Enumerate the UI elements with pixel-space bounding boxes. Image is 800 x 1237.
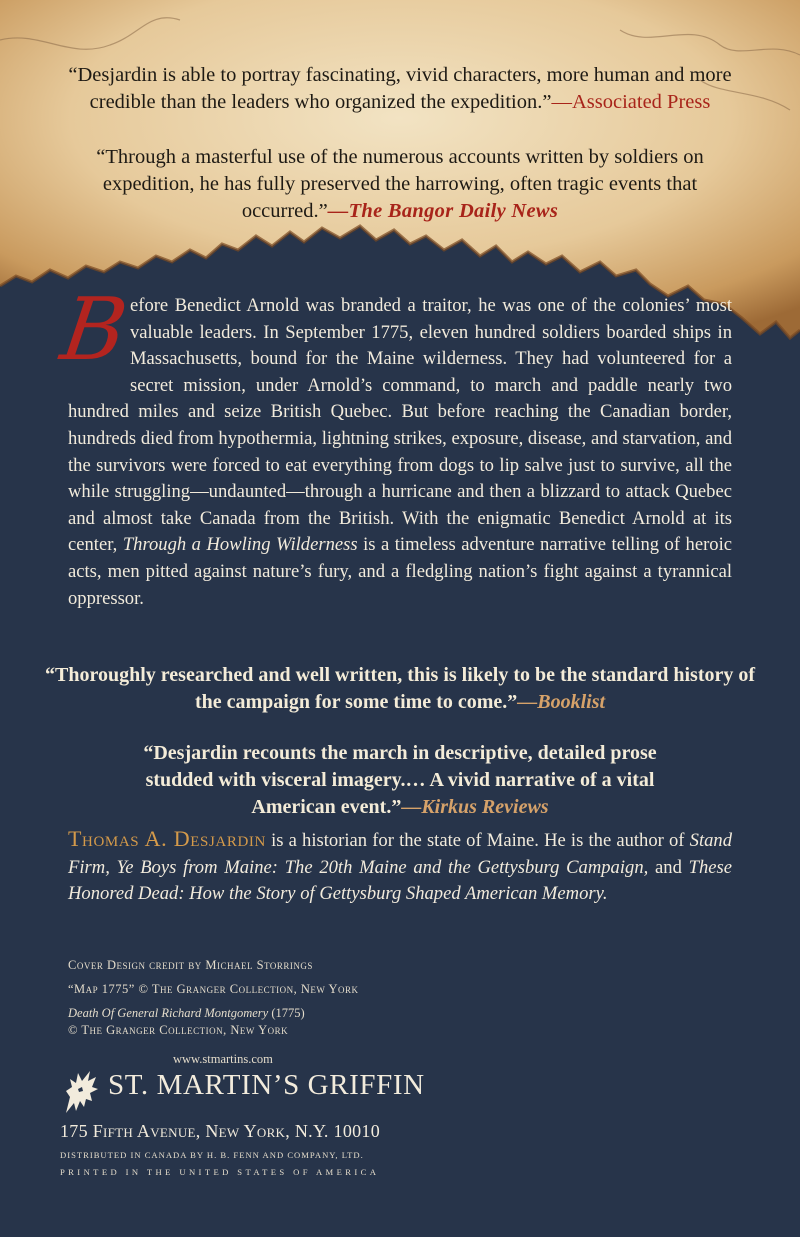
review-quote-bangor-daily-news [50,144,750,225]
quote-text: “Thoroughly researched and well written, this is likely to be the standard history of the campaign for some time to come.” [44,664,756,713]
printed-notice: PRINTED IN THE UNITED STATES OF AMERICA [60,1167,380,1177]
review-quote-kirkus [110,740,690,821]
credit-painting-collection: © The Granger Collection, New York [68,1023,289,1037]
bio-text: and [648,856,689,878]
distribution-notice: DISTRIBUTED IN CANADA BY H. B. FENN AND COMPANY, LTD. [60,1150,364,1160]
quote-text: “Desjardin recounts the march in descriptive, detailed prose studded with visceral imagery.… A vivid narrative of a vital American event.” [143,742,657,818]
publisher-name: ST. MARTIN’S GRIFFIN [108,1069,425,1101]
credit-cover-design: Cover Design credit by Michael Storrings [68,958,313,972]
book-title: Through a Howling Wilderness [122,534,358,556]
bio-book-title: Stand Firm, Ye Boys from Maine: The 20th Maine and the Gettysburg Campaign, [68,830,732,878]
author-bio [68,826,732,908]
credit-map: “Map 1775” © The Granger Collection, New York [68,982,359,996]
book-description [55,280,732,612]
griffin-icon [60,1067,102,1117]
drop-cap: B [55,280,133,380]
description-text-end: is a timeless adventure narrative telling of heroic acts, men pitted against nature’s fury, and a fledgling nation’s fight against a tyrannical oppressor. [68,534,732,609]
publisher-website-link[interactable]: www.stmartins.com [173,1052,273,1066]
description-text: efore Benedict Arnold was branded a traitor, he was one of the colonies’ most valuable leaders. In September 1775, eleven hundred soldiers boarded ships in Massachusetts, bound for the Maine wilderness. They had volunteered for a secret mission, under Arnold’s command, to march and paddle nearly two hundred miles and seize British Quebec. But before reaching the Canadian border, hundreds died from hypothermia, lightning strikes, exposure, disease, and starvation, and the survivors were forced to eat everything from dogs to lip salve just to survive, all the while struggling—undaunted—through a hurricane and then a blizzard to attack Quebec and almost take Canada from the British. With the enigmatic Benedict Arnold at its center, [68,295,732,556]
quote-attribution: —Kirkus Reviews [401,796,549,818]
credit-painting [68,1005,305,1022]
review-quote-associated-press [40,62,760,116]
quote-attribution: —Booklist [517,691,606,713]
painting-title: Death Of General Richard Montgomery [68,1006,269,1020]
quote-text: “Desjardin is able to portray fascinating, vivid characters, more human and more credible than the leaders who organized the expedition.” [68,64,732,113]
quote-attribution: —The Bangor Daily News [327,200,559,222]
bio-text: is a historian for the state of Maine. He is the author of [265,830,690,851]
quote-text: “Through a masterful use of the numerous accounts written by soldiers on expedition, he has fully preserved the harrowing, often tragic events that occurred.” [96,146,704,222]
publisher-address: 175 Fifth Avenue, New York, N.Y. 10010 [60,1121,381,1141]
painting-year: (1775) [268,1006,305,1020]
bio-book-title: These Honored Dead: How the Story of Gettysburg Shaped American Memory. [68,856,733,905]
quote-attribution: —Associated Press [551,91,711,113]
publisher-block [60,1067,480,1177]
review-quote-booklist [40,662,760,716]
author-name: Thomas A. Desjardin [68,826,266,851]
